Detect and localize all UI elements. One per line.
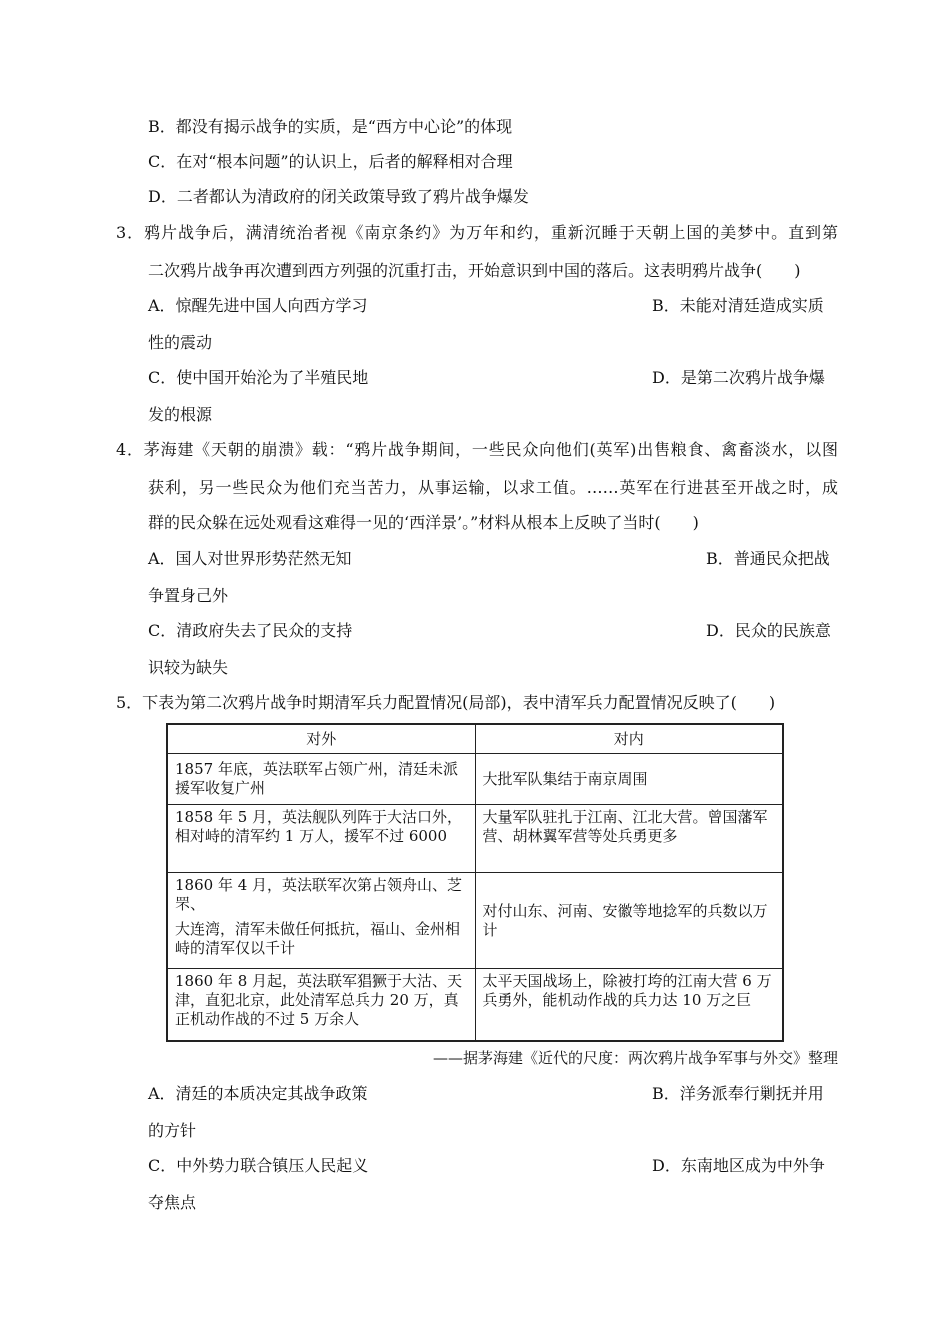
table-header-external: 对外 (167, 724, 475, 754)
q5-option-c: C．中外势力联合镇压人民起义 (148, 1156, 369, 1175)
q4-option-d-part1: D．民众的民族意 (706, 621, 831, 640)
table-header-internal: 对内 (475, 724, 783, 754)
q2-option-c: C．在对“根本问题”的认识上，后者的解释相对合理 (148, 152, 513, 171)
table-cell-internal: 大批军队集结于南京周围 (475, 754, 783, 805)
table-cell-external: 1860 年 8 月起，英法联军猖獗于大沽、天津，直犯北京，此处清军总兵力 20 万，真正机动作战的不过 5 万余人 (167, 969, 475, 1041)
q5-option-b-part2: 的方针 (148, 1121, 197, 1140)
q5-option-d-part1: D．东南地区成为中外争 (652, 1156, 825, 1175)
q3-option-d-part2: 发的根源 (148, 405, 213, 424)
q4-stem-line1: 4．茅海建《天朝的崩溃》载：“鸦片战争期间，一些民众向他们(英军)出售粮食、禽畜淡水，以图 (116, 440, 838, 459)
table-cell-external: 1857 年底，英法联军占领广州，清廷未派援军收复广州 (167, 754, 475, 805)
q4-stem-line3: 群的民众躲在远处观看这难得一见的‘西洋景’。”材料从根本上反映了当时( ) (148, 513, 699, 532)
table-cell-external: 1858 年 5 月，英法舰队列阵于大沽口外，相对峙的清军约 1 万人，援军不过 6000 (167, 805, 475, 873)
q3-option-b-part1: B．未能对清廷造成实质 (652, 296, 824, 315)
q3-option-d-part1: D．是第二次鸦片战争爆 (652, 368, 825, 387)
q3-option-b-part2: 性的震动 (148, 333, 213, 352)
q4-stem-line2: 获利，另一些民众为他们充当苦力，从事运输，以求工值。……英军在行进甚至开战之时，成 (148, 478, 838, 497)
q2-option-b: B．都没有揭示战争的实质，是“西方中心论”的体现 (148, 117, 513, 136)
q4-option-c: C．清政府失去了民众的支持 (148, 621, 353, 640)
table-row (167, 969, 783, 1041)
table-cell-internal: 对付山东、河南、安徽等地捻军的兵数以万计 (475, 873, 783, 969)
q5-option-b-part1: B．洋务派奉行剿抚并用 (652, 1084, 824, 1103)
q3-stem-line2: 二次鸦片战争再次遭到西方列强的沉重打击，开始意识到中国的落后。这表明鸦片战争( ) (148, 261, 801, 280)
table-cell-internal: 太平天国战场上，除被打垮的江南大营 6 万兵勇外，能机动作战的兵力达 10 万之巨 (475, 969, 783, 1041)
q5-option-d-part2: 夺焦点 (148, 1193, 197, 1212)
q2-option-d: D．二者都认为清政府的闭关政策导致了鸦片战争爆发 (148, 187, 529, 206)
q3-option-c: C．使中国开始沦为了半殖民地 (148, 368, 369, 387)
q5-option-a: A．清廷的本质决定其战争政策 (148, 1084, 368, 1103)
table-cell-external: 1860 年 4 月，英法联军次第占领舟山、芝罘、 大连湾，清军未做任何抵抗，福山、金州相峙的清军仅以千计 (167, 873, 475, 969)
table-cell-internal: 大量军队驻扎于江南、江北大营。曾国藩军营、胡林翼军营等处兵勇更多 (475, 805, 783, 873)
q3-stem-line1: 3．鸦片战争后，满清统治者视《南京条约》为万年和约，重新沉睡于天朝上国的美梦中。直到第 (116, 223, 838, 242)
q4-option-a: A．国人对世界形势茫然无知 (148, 549, 352, 568)
table-row (167, 873, 783, 969)
table-row (167, 754, 783, 805)
q4-option-b-part2: 争置身己外 (148, 586, 229, 605)
table-source-note: ——据茅海建《近代的尺度：两次鸦片战争军事与外交》整理 (432, 1049, 838, 1067)
q4-option-b-part1: B．普通民众把战 (706, 549, 830, 568)
troop-deployment-table (166, 723, 784, 1042)
q4-option-d-part2: 识较为缺失 (148, 658, 229, 677)
q5-stem: 5．下表为第二次鸦片战争时期清军兵力配置情况(局部)，表中清军兵力配置情况反映了( ) (116, 693, 776, 712)
table-row (167, 805, 783, 873)
q3-option-a: A．惊醒先进中国人向西方学习 (148, 296, 368, 315)
